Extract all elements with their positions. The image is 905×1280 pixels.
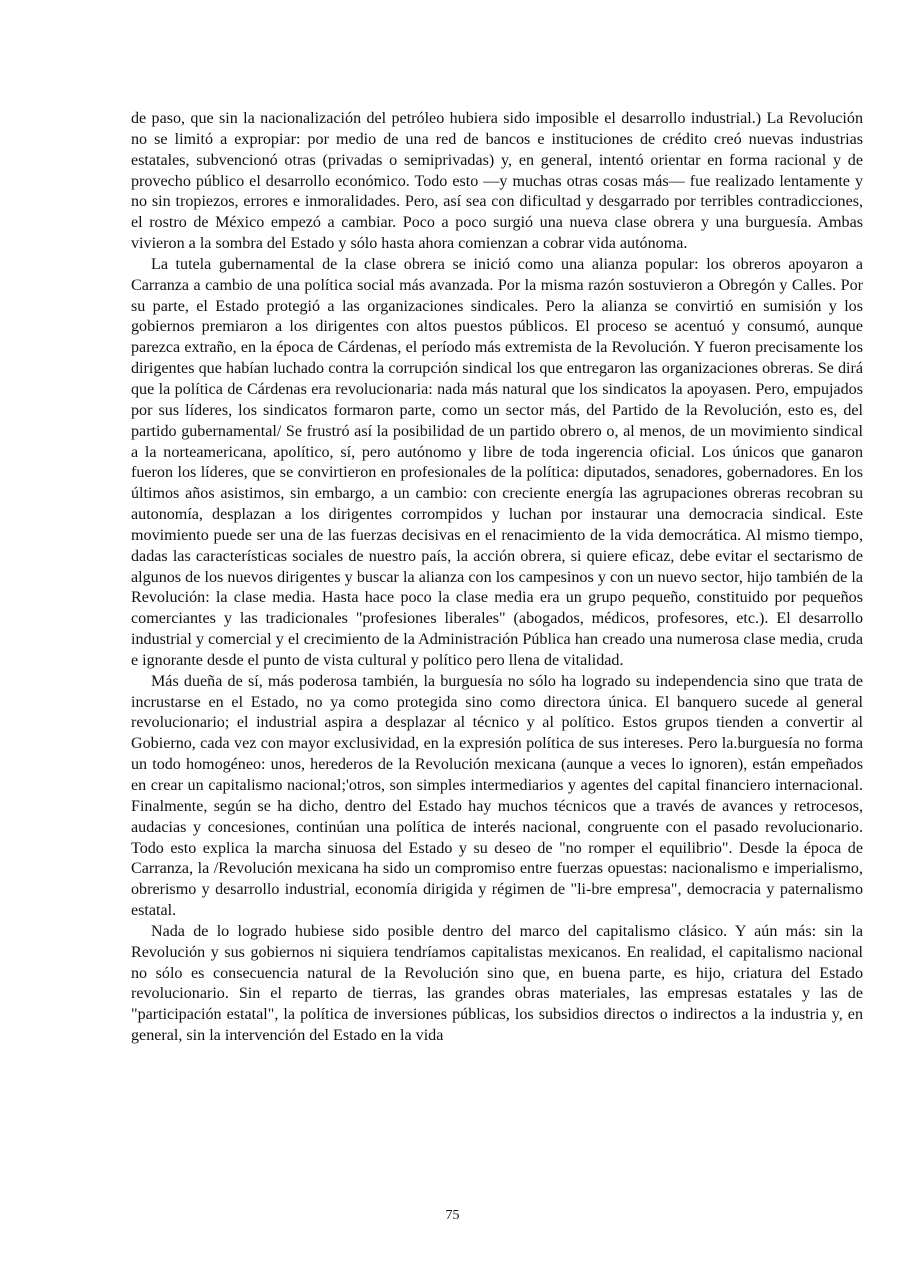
page-number: 75 xyxy=(445,1208,460,1223)
body-text xyxy=(131,109,863,1047)
paragraph-capitalism: Nada de lo logrado hubiese sido posible dentro del marco del capitalismo clásico. Y aún más: sin la Revolución y sus gobiernos ni siquiera tendríamos capitalistas mexicanos. En realidad, el capitalismo nacional no sólo es consecuencia natural de la Revolución sino que, en buena parte, es hijo, criatura del Estado revolucionario. Sin el reparto de tierras, las grandes obras materiales, las empresas estatales y las de "participación estatal", la política de inversiones públicas, los subsidios directos o indirectos a la industria y, en general, sin la intervención del Estado en la vida xyxy=(131,922,863,1045)
paragraph-working-class: La tutela gubernamental de la clase obrera se inició como una alianza popular: los obreros apoyaron a Carranza a cambio de una política social más avanzada. Por la misma razón sostuvieron a Obregón y Calles. Por su parte, el Estado protegió a las organizaciones sindicales. Pero la alianza se convirtió en sumisión y los gobiernos premiaron a los dirigentes con altos puestos públicos. El proceso se acentuó y consumó, aunque parezca extraño, en la época de Cárdenas, el período más extremista de la Revolución. Y fueron precisamente los dirigentes que habían luchado contra la corrupción sindical los que entregaron las organizaciones obreras. Se dirá que la política de Cárdenas era revolucionaria: nada más natural que los sindicatos la apoyasen. Pero, empujados por sus líderes, los sindicatos formaron parte, como un sector más, del Partido de la Revolución, esto es, del partido gubernamental/ Se frustró así la posibilidad de un partido obrero o, al menos, de un movimiento sindical a la norteamericana, apolítico, sí, pero autónomo y libre de toda ingerencia oficial. Los únicos que ganaron fueron los líderes, que se convirtieron en profesionales de la política: diputados, senadores, gobernadores. En los últimos años asistimos, sin embargo, a un cambio: con creciente energía las agrupaciones obreras recobran su autonomía, desplazan a los dirigentes corrompidos y luchan por instaurar una democracia sindical. Este movimiento puede ser una de las fuerzas decisivas en el renacimiento de la vida democrática. Al mismo tiempo, dadas las características sociales de nuestro país, la acción obrera, si quiere eficaz, debe evitar el sectarismo de algunos de los nuevos dirigentes y buscar la alianza con los campesinos y con un nuevo sector, hijo también de la Revolución: la clase media. Hasta hace poco la clase media era un grupo pequeño, constituido por pequeños comerciantes y las tradicionales "profesiones liberales" (abogados, médicos, profesores, etc.). El desarrollo industrial y comercial y el crecimiento de la Administración Pública han creado una numerosa clase media, cruda e ignorante desde el punto de vista cultural y político pero llena de vitalidad. xyxy=(131,255,863,669)
paragraph-continuation: de paso, que sin la nacionalización del petróleo hubiera sido imposible el desarrollo industrial.) La Revolución no se limitó a expropiar: por medio de una red de bancos e instituciones de crédito creó nuevas industrias estatales, subvencionó otras (privadas o semiprivadas) y, en general, intentó orientar en forma racional y de provecho público el desarrollo económico. Todo esto —y muchas otras cosas más— fue realizado lentamente y no sin tropiezos, errores e inmoralidades. Pero, así sea con dificultad y desgarrado por terribles contradicciones, el rostro de México empezó a cambiar. Poco a poco surgió una nueva clase obrera y una burguesía. Ambas vivieron a la sombra del Estado y sólo hasta ahora comienzan a cobrar vida autónoma. xyxy=(131,110,863,253)
paragraph-bourgeoisie: Más dueña de sí, más poderosa también, la burguesía no sólo ha logrado su independencia sino que trata de incrustarse en el Estado, no ya como protegida sino como directora única. El banquero sucede al general revolucionario; el industrial aspira a desplazar al técnico y al político. Estos grupos tienden a convertir al Gobierno, cada vez con mayor exclusividad, en la expresión política de sus intereses. Pero la.burguesía no forma un todo homogéneo: unos, herederos de la Revolución mexicana (aunque a veces lo ignoren), están empeñados en crear un capitalismo nacional;'otros, son simples intermediarios y agentes del capital financiero internacional. Finalmente, según se ha dicho, dentro del Estado hay muchos técnicos que a través de avances y retrocesos, audacias y concesiones, continúan una política de interés nacional, congruente con el pasado revolucionario. Todo esto explica la marcha sinuosa del Estado y su deseo de "no romper el equilibrio". Desde la época de Carranza, la /Revolución mexicana ha sido un compromiso entre fuerzas opuestas: nacionalismo e imperialismo, obrerismo y desarrollo industrial, economía dirigida y régimen de "li-bre empresa", democracia y paternalismo estatal. xyxy=(131,672,863,920)
